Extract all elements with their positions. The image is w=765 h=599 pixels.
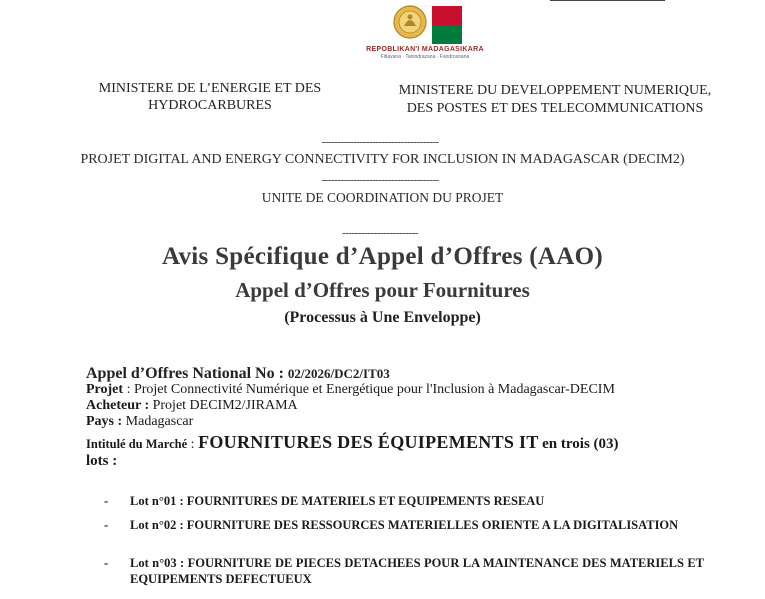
lot-3-text: Lot n°03 : FOURNITURE DE PIECES DETACHEES POUR LA MAINTENANCE DES MATERIELS ET EQUIPEMENTS DEFECTUEUX bbox=[130, 556, 704, 586]
lot-bullet: - bbox=[104, 556, 109, 570]
lot-item bbox=[104, 555, 704, 587]
intitule-label: Intitulé du Marché bbox=[86, 437, 188, 451]
project-title: PROJET DIGITAL AND ENERGY CONNECTIVITY FOR INCLUSION IN MADAGASCAR (DECIM2) bbox=[80, 152, 685, 167]
lot-item bbox=[104, 493, 704, 509]
notice-process: (Processus à Une Enveloppe) bbox=[284, 309, 481, 326]
acheteur-label: Acheteur : bbox=[86, 398, 150, 413]
ministry-energy bbox=[60, 80, 360, 114]
separator-2: ------------------------------------- bbox=[321, 174, 439, 186]
ministry-energy-line1: MINISTERE DE L’ENERGIE ET DES bbox=[98, 81, 322, 96]
projet-line bbox=[86, 382, 716, 398]
pays-line bbox=[86, 414, 716, 430]
intitule-suffix: en trois (03) bbox=[542, 436, 619, 452]
lot-1-text: Lot n°01 : FOURNITURES DE MATERIELS ET EQUIPEMENTS RESEAU bbox=[130, 494, 545, 508]
lot-item bbox=[104, 517, 704, 533]
separator-3: ------------------------ bbox=[342, 227, 418, 239]
separator-1: ------------------------------------- bbox=[321, 136, 439, 148]
projet-sep: : bbox=[123, 382, 134, 397]
coordination-unit: UNITE DE COORDINATION DU PROJET bbox=[261, 190, 504, 205]
emblem-caption: REPOBLIKAN'I MADAGASIKARA bbox=[366, 46, 484, 53]
projet-label: Projet bbox=[86, 382, 124, 397]
intitule-sep: : bbox=[187, 437, 199, 452]
top-rule bbox=[550, 0, 665, 1]
lot-bullet: - bbox=[104, 518, 109, 532]
lots-heading: lots : bbox=[86, 453, 118, 469]
aon-number: 02/2026/DC2/IT03 bbox=[287, 366, 390, 381]
ministry-digital bbox=[370, 82, 740, 118]
intitule-line bbox=[86, 434, 716, 453]
projet-value: Projet Connectivité Numérique et Energétique pour l'Inclusion à Madagascar-DECIM bbox=[133, 382, 615, 397]
ministry-digital-line2: DES POSTES ET DES TELECOMMUNICATIONS bbox=[406, 101, 704, 116]
pays-value: Madagascar bbox=[125, 414, 194, 429]
notice-title: Avis Spécifique d’Appel d’Offres (AAO) bbox=[161, 243, 604, 270]
emblem-motto: Fitiavana · Tanindrazana · Fandrosoana bbox=[380, 54, 470, 60]
acheteur-line bbox=[86, 398, 716, 414]
lot-bullet: - bbox=[104, 494, 109, 508]
notice-subtitle: Appel d’Offres pour Fournitures bbox=[235, 278, 530, 302]
tender-details bbox=[86, 366, 716, 469]
ministry-energy-line2: HYDROCARBURES bbox=[148, 98, 272, 113]
ministry-digital-line1: MINISTERE DU DEVELOPPEMENT NUMERIQUE, bbox=[398, 83, 712, 98]
aon-line bbox=[86, 366, 716, 382]
acheteur-value: Projet DECIM2/JIRAMA bbox=[152, 398, 298, 413]
pays-label: Pays : bbox=[86, 414, 123, 429]
intitule-value: FOURNITURES DES ÉQUIPEMENTS IT bbox=[198, 432, 539, 452]
aon-label: Appel d’Offres National No : bbox=[86, 365, 284, 382]
lot-2-text: Lot n°02 : FOURNITURE DES RESSOURCES MATERIELLES ORIENTE A LA DIGITALISATION bbox=[130, 518, 679, 532]
